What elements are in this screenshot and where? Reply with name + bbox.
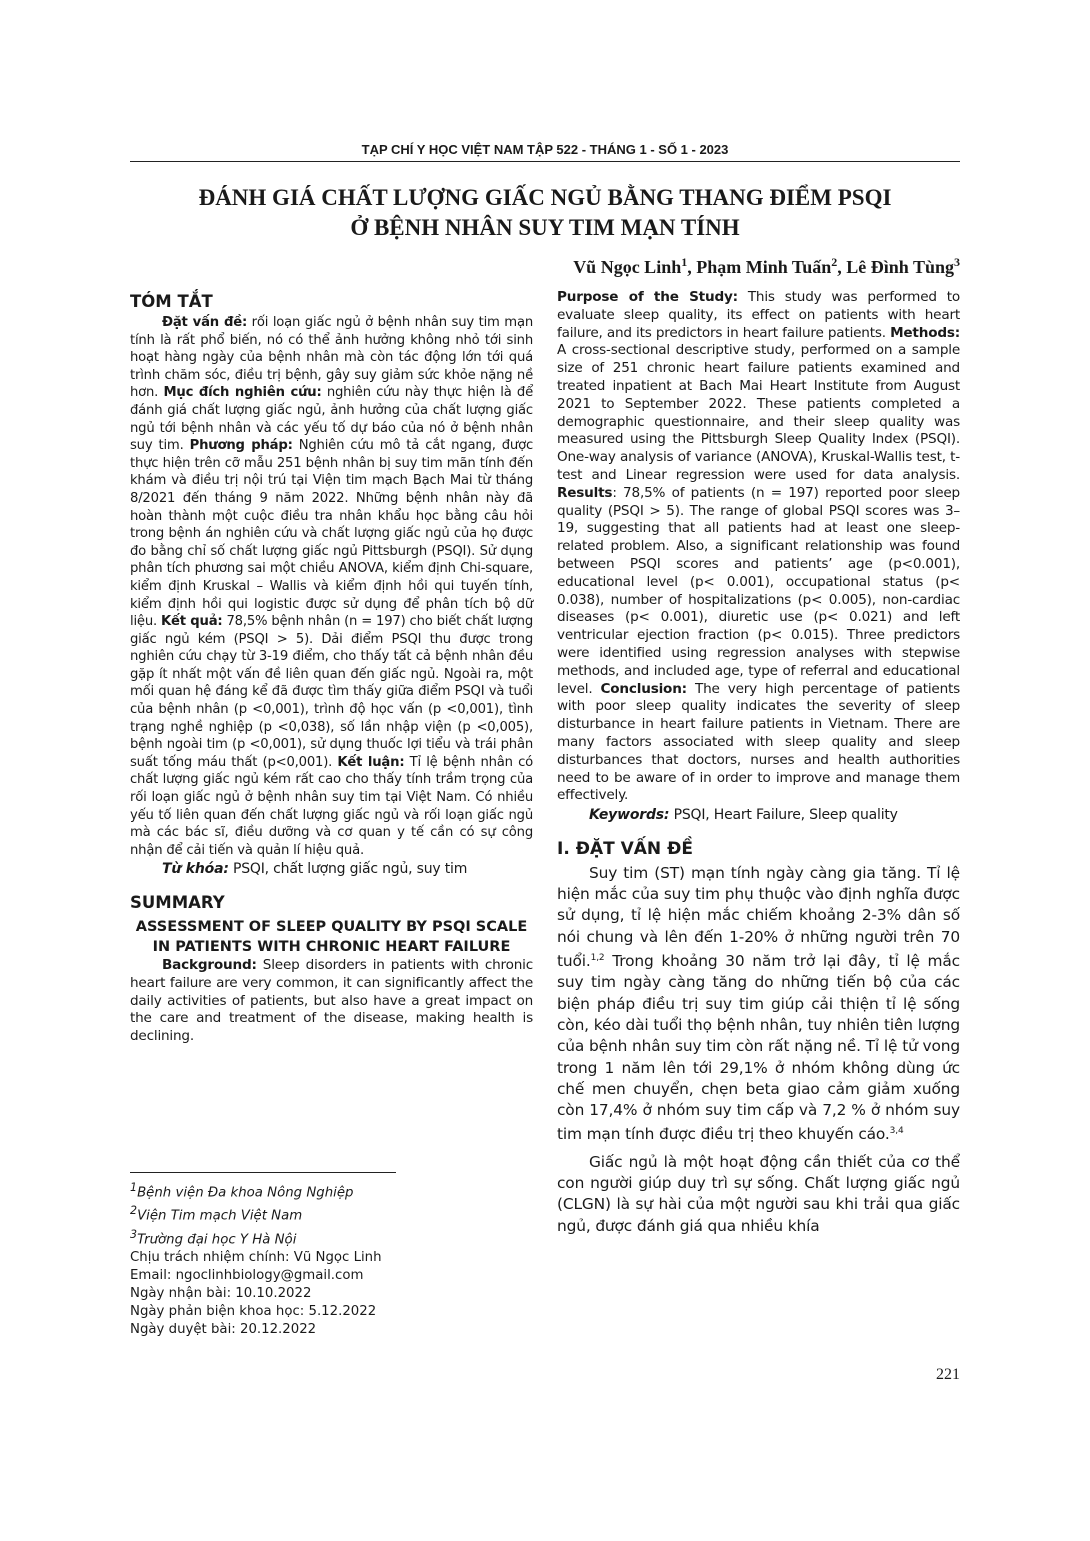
phuong-phap-label: Phương pháp:: [189, 438, 293, 454]
summary-abstract-start: [130, 957, 533, 1046]
keywords-label: Keywords:: [589, 807, 670, 824]
author-name: Lê Đình Tùng: [846, 257, 954, 277]
author-affiliation-mark: 3: [954, 255, 960, 269]
methods-text: A cross-sectional descriptive study, performed on a sample size of 251 chronic heart failure patients examined and treated inpatient at Bach Mai Heart Institute from August 2021 to September 2022. These patients completed a demographic questionnaire, and their sleep quality was measured using the Pittsburgh Sleep Quality Index (PSQI). One-way analysis of variance (ANOVA), Kruskal-Wallis test, t-test and Linear regression were used for data analysis.: [557, 342, 960, 483]
citation-mark: 3,4: [889, 1126, 904, 1137]
date-approved: Ngày duyệt bài: 20.12.2022: [130, 1322, 317, 1338]
tu-khoa-text: PSQI, chất lượng giấc ngủ, suy tim: [228, 861, 468, 878]
summary-heading: SUMMARY: [130, 893, 225, 912]
author-list: [430, 255, 960, 278]
muc-dich-label: Mục đích nghiên cứu:: [163, 385, 322, 401]
summary-abstract-cont: [557, 289, 960, 805]
purpose-label: Purpose of the Study:: [557, 289, 738, 305]
footnote-text: Bệnh viện Đa khoa Nông Nghiệp: [137, 1185, 354, 1201]
ket-qua-text: 78,5% bệnh nhân (n = 197) cho biết chất lượng giấc ngủ kém (PSQI > 5). Dải điểm PSQI thu được trong nghiên cứu chạy từ 3-19 điểm, cho thấy tất cả bệnh nhân đều gặp ít nhất một vấn đề liên quan đến giấc ngủ. Ngoài ra, một mối quan hệ đáng kể đã được tìm thấy giữa điểm PSQI và tuổi của bệnh nhân (p <0,001), trình độ học vấn (p <0,001), tình trạng nghề nghiệp (p <0,038), số lần nhập viện (p <0,005), bệnh ngoài tim (p <0,001), sử dụng thuốc lợi tiểu và trái phân suất tống máu thất (p<0,001).: [130, 614, 534, 770]
ket-luan-text: Tỉ lệ bệnh nhân có chất lượng giấc ngủ kém rất cao cho thấy tính trầm trọng của rối loạn giấc ngủ ở bệnh nhân suy tim tại Việt Nam. Có nhiều yếu tố liên quan đến chất lượng giấc ngủ và rối loạn giấc ngủ mà các bác sĩ, điều dưỡng và cơ quan y tế cần có sự công nhận để cải tiến và quản lí hiệu quả.: [130, 754, 533, 858]
footnote-mark: 2: [130, 1204, 138, 1218]
corresponding-author: Chịu trách nhiệm chính: Vũ Ngọc Linh: [130, 1250, 382, 1266]
right-column: [557, 289, 960, 1237]
intro-text: Trong khoảng 30 năm trở lại đây, tỉ lệ mắc suy tim ngày càng tăng do những tiến bộ của các biện pháp điều trị suy tim giúp cải thiện tỉ lệ sống còn, kéo dài tuổi thọ bệnh nhân, tuy nhiên tiên lượng của bệnh nhân suy tim còn rất nặng nề. Tỉ lệ tử vong trong 1 năm lên tới 29,1% ở nhóm không dùng ức chế men chuyển, chẹn beta giao cảm giảm xuống còn 17,4% ở nhóm suy tim cấp và 7,2 % ở nhóm suy tim mạn tính được điều trị theo khuyến cáo.: [557, 952, 960, 1144]
left-column: [130, 292, 533, 1046]
background-label: Background:: [162, 957, 257, 973]
intro-heading: I. ĐẶT VẤN ĐỀ: [557, 838, 693, 859]
author-affiliation-mark: 1: [681, 255, 688, 269]
article-title: [130, 183, 960, 243]
ket-qua-label: Kết quả:: [161, 614, 223, 630]
summary-title: ASSESSMENT OF SLEEP QUALITY BY PSQI SCALE IN PATIENTS WITH CHRONIC HEART FAILURE: [135, 919, 528, 955]
muc-dich-text: nghiên cứu này thực hiện là để đánh giá chất lượng giấc ngủ, ảnh hưởng của chất lượng giấc ngủ tới bệnh nhân và các yếu tố dự báo của nó ở bệnh nhân suy tim.: [130, 385, 534, 454]
footnote-affiliation-1: [130, 1179, 533, 1202]
purpose-text: This study was performed to evaluate sleep quality, its effect on patients with heart failure, and its predictors in heart failure patients.: [557, 289, 960, 341]
results-label: Results: [557, 484, 613, 501]
author-email: Email: ngoclinhbiology@gmail.com: [130, 1268, 364, 1284]
author-separator: ,: [837, 257, 847, 277]
methods-label: Methods:: [890, 324, 960, 341]
keywords-line: [557, 807, 960, 825]
date-reviewed: Ngày phản biện khoa học: 5.12.2022: [130, 1304, 377, 1320]
author-name: Vũ Ngọc Linh: [573, 257, 682, 277]
tom-tat-abstract: [130, 314, 533, 859]
results-text: : 78,5% of patients (n = 197) reported poor sleep quality (PSQI > 5). The range of global PSQI scores was 3–19, suggesting that all patients had at least one sleep-related problem. Also, a significant relationship was found between PSQI scores and patients’ age (p<0.001), educational level (p< 0.001), occupational status (p< 0.038), number of hospitalizations (p< 0.005), non-cardiac diseases (p< 0.001), diuretic use (p< 0.021) and left ventricular ejection fraction (p< 0.015). Three predictors were identified using regression analyses with stepwise methods, and included age, type of referral and educational level.: [557, 484, 960, 697]
date-received: Ngày nhận bài: 10.10.2022: [130, 1286, 312, 1302]
tu-khoa-label: Từ khóa:: [162, 861, 229, 878]
footnote-divider: [130, 1172, 396, 1173]
keywords-text: PSQI, Heart Failure, Sleep quality: [669, 807, 898, 824]
ket-luan-label: Kết luận:: [337, 754, 405, 770]
title-line-1: ĐÁNH GIÁ CHẤT LƯỢNG GIẤC NGỦ BẰNG THANG ĐIỂM PSQI: [198, 185, 892, 210]
footnote-text: Trường đại học Y Hà Nội: [137, 1232, 297, 1248]
tom-tat-heading: TÓM TẮT: [130, 292, 213, 311]
footnote-affiliation-2: [130, 1202, 533, 1225]
intro-text: Suy tim (ST) mạn tính ngày càng gia tăng. Tỉ lệ hiện mắc của suy tim phụ thuộc vào định nghĩa được sử dụng, tỉ lệ hiện mắc chiếm khoảng 2-3% dân số nói chung và lên đến 1-20% ở những người trên 70 tuổi.: [557, 863, 960, 971]
conclusion-label: Conclusion:: [600, 680, 687, 697]
author-name: Phạm Minh Tuấn: [696, 257, 832, 277]
dat-van-de-label: Đặt vấn đề:: [162, 315, 248, 330]
title-line-2: Ở BỆNH NHÂN SUY TIM MẠN TÍNH: [350, 215, 740, 240]
footnote-mark: 1: [130, 1181, 138, 1194]
tu-khoa-line: [130, 861, 533, 879]
footnote-affiliation-3: [130, 1226, 533, 1249]
running-header: TẠP CHÍ Y HỌC VIỆT NAM TẬP 522 - THÁNG 1 - SỐ 1 - 2023: [130, 142, 960, 162]
author-separator: ,: [687, 257, 697, 277]
author-affiliation-mark: 2: [831, 255, 838, 269]
citation-mark: 1,2: [590, 952, 605, 963]
phuong-phap-text: Nghiên cứu mô tả cắt ngang, được thực hiện trên cỡ mẫu 251 bệnh nhân bị suy tim mãn tính đến khám và điều trị nội trú tại Viện tim mạch Bạch Mai từ tháng 8/2021 đến tháng 9 năm 2022. Những bệnh nhân này đã hoàn thành một cuộc điều tra nhân khẩu học bằng câu hỏi trong bệnh án nghiên cứu và chất lượng giấc ngủ của họ được đo bằng chỉ số chất lượng giấc ngủ Pittsburgh (PSQI). Sử dụng phân tích phương sai một chiều ANOVA, kiểm định Chi-square, kiểm định Kruskal – Wallis và kiểm định hồi qui tuyến tính, kiểm định hồi qui logistic được sử dụng để phân tích bộ dữ liệu.: [130, 438, 533, 630]
footnote-text: Viện Tim mạch Việt Nam: [137, 1208, 303, 1224]
background-text: Sleep disorders in patients with chronic heart failure are very common, it can significantly affect the daily activities of patients, but also have a great impact on the care and treatment of the disease, making health is declining.: [130, 957, 533, 1045]
dat-van-de-text: rối loạn giấc ngủ ở bệnh nhân suy tim mạn tính là rất phổ biến, nó có thể ảnh hưởng không nhỏ tới sinh hoạt hàng ngày của bệnh nhân mà còn tác động lớn tới quá trình chăm sóc, điều trị bệnh, gây suy giảm sức khỏe nặng nề hơn.: [130, 315, 533, 401]
footnotes: [130, 1172, 533, 1339]
intro-paragraph-1: [557, 863, 960, 1146]
intro-paragraph-2: Giấc ngủ là một hoạt động cần thiết của cơ thể con người giúp duy trì sự sống. Chất lượng giấc ngủ (CLGN) là sự hài của một người sau khi trải qua giấc ngủ, được đánh giá qua nhiều khía: [557, 1152, 960, 1235]
footnote-mark: 3: [130, 1227, 138, 1241]
page-number: 221: [936, 1366, 960, 1383]
conclusion-text: The very high percentage of patients with poor sleep quality indicates the severity of sleep disturbance in heart failure patients in Vietnam. There are many factors associated with sleep quality and sleep disturbances that doctors, nurses and health authorities need to be aware of in order to improve and manage them effectively.: [557, 680, 960, 804]
